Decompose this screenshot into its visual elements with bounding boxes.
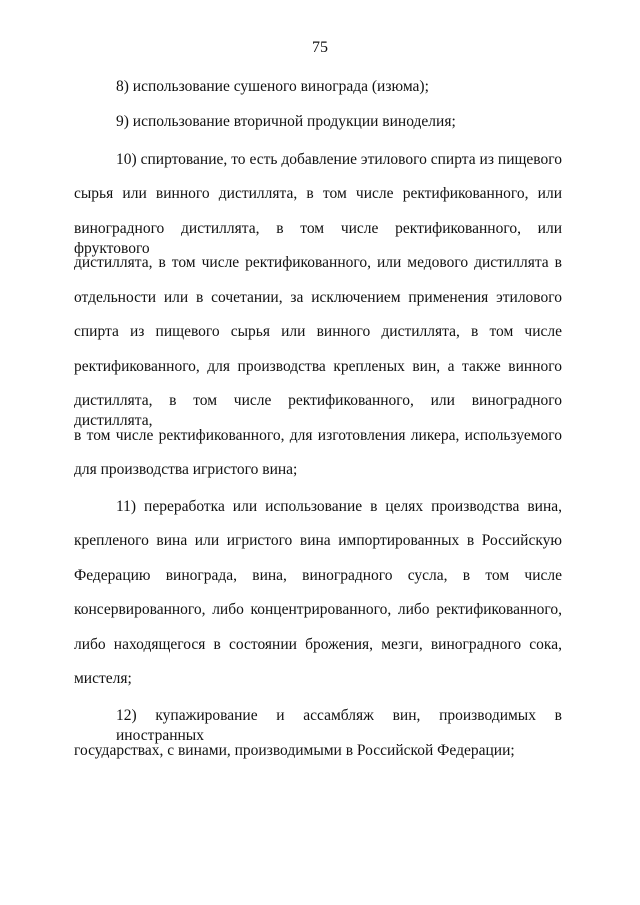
list-item-11-line: Федерацию винограда, вина, виноградного сусла, в том числе — [74, 567, 562, 584]
list-item-10-line: спирта из пищевого сырья или винного дистиллята, в том числе — [74, 323, 562, 340]
list-item-11-line: либо находящегося в состоянии брожения, мезги, виноградного сока, — [74, 636, 562, 653]
page-number: 75 — [312, 39, 328, 56]
list-item-11-line: мистеля; — [74, 670, 132, 687]
list-item-10-line: в том числе ректификованного, для изготовления ликера, используемого — [74, 427, 562, 444]
list-item-10-line: дистиллята, в том числе ректификованного, или медового дистиллята в — [74, 254, 562, 271]
list-item-11-line: консервированного, либо концентрированного, либо ректификованного, — [74, 601, 562, 618]
list-item-10-line: для производства игристого вина; — [74, 461, 298, 478]
list-item-10-line: отдельности или в сочетании, за исключением применения этилового — [74, 289, 562, 306]
list-item-12-line: 12) купажирование и ассамбляж вин, производимых в иностранных — [116, 707, 562, 744]
list-item-10-line: виноградного дистиллята, в том числе ректификованного, или фруктового — [74, 220, 562, 257]
list-item-10-line: дистиллята, в том числе ректификованного, или виноградного дистиллята, — [74, 392, 562, 429]
list-item-8: 8) использование сушеного винограда (изюма); — [116, 78, 429, 95]
list-item-10-line: сырья или винного дистиллята, в том числе ректификованного, или — [74, 185, 562, 202]
list-item-10-line: 10) спиртование, то есть добавление этилового спирта из пищевого — [116, 151, 562, 168]
list-item-9: 9) использование вторичной продукции виноделия; — [116, 113, 456, 130]
list-item-11-line: крепленого вина или игристого вина импортированных в Российскую — [74, 532, 562, 549]
list-item-12-line: государствах, с винами, производимыми в Российской Федерации; — [74, 742, 515, 759]
list-item-10-line: ректификованного, для производства крепленых вин, а также винного — [74, 358, 562, 375]
list-item-11-line: 11) переработка или использование в целях производства вина, — [116, 498, 562, 515]
